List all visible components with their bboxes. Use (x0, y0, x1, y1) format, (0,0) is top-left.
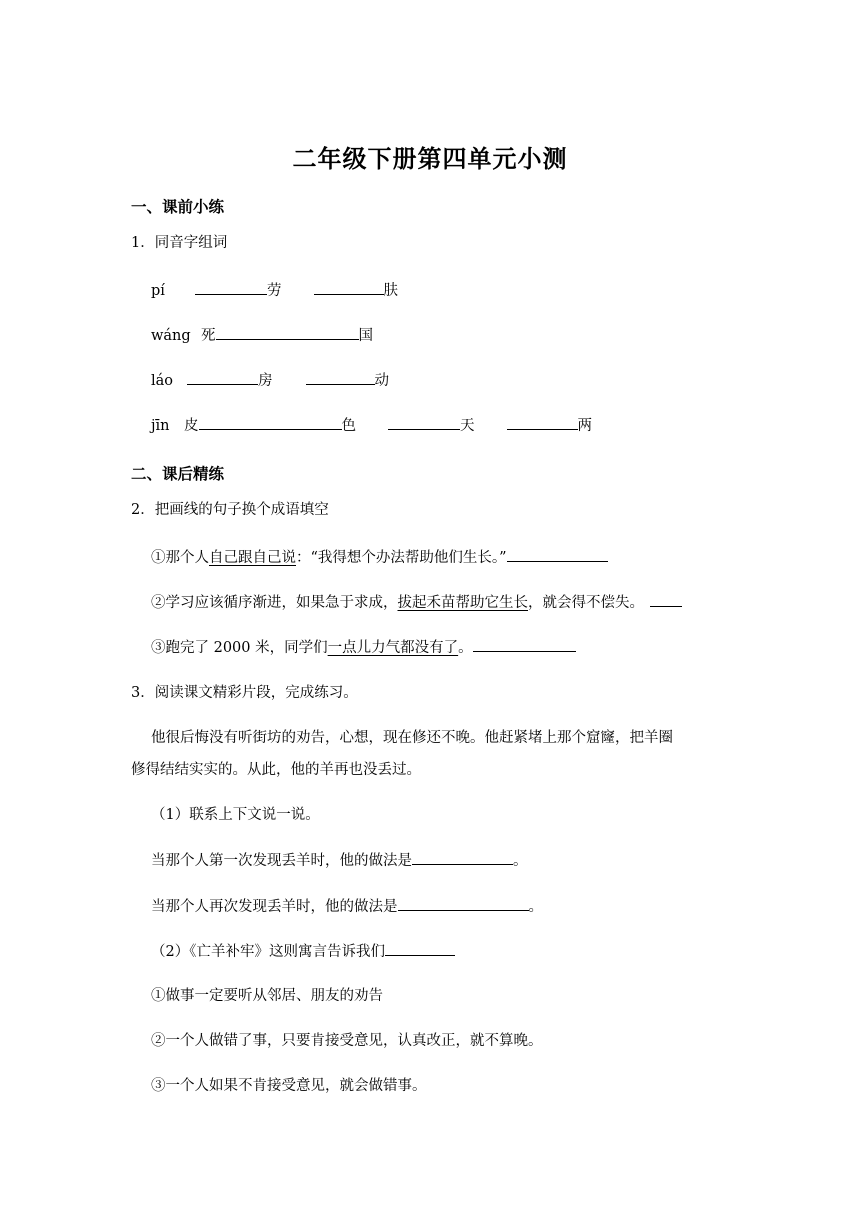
answer-blank[interactable] (473, 636, 576, 652)
sentence-text: 当那个人再次发现丢羊时，他的做法是 (151, 899, 398, 915)
question-2-prompt (131, 499, 329, 521)
fill-blank[interactable] (388, 414, 460, 430)
answer-blank[interactable] (398, 895, 529, 911)
word-char: 肤 (383, 283, 398, 299)
item-text: 那个人 (165, 550, 209, 566)
item-text: ：“我得想个办法帮助他们生长。” (296, 550, 507, 566)
subquestion-1-line-1 (151, 849, 528, 872)
option-text: 一个人如果不肯接受意见，就会做错事。 (165, 1078, 427, 1094)
question-number: 1． (131, 235, 155, 251)
item-marker: ③ (151, 640, 166, 656)
fill-blank[interactable] (195, 279, 267, 295)
word-char: 色 (341, 418, 356, 434)
fill-blank[interactable] (199, 414, 342, 430)
question-1-prompt (131, 232, 227, 254)
idiom-item-2 (151, 591, 682, 614)
option-text: 一个人做错了事，只要肯接受意见，认真改正，就不算晚。 (165, 1033, 543, 1049)
pinyin: jīn (151, 418, 170, 434)
idiom-item-3 (151, 636, 576, 659)
underlined-phrase: 自己跟自己说 (209, 550, 296, 566)
item-marker: ① (151, 550, 166, 566)
fill-blank[interactable] (187, 369, 258, 385)
passage-line-2: 修得结结实实的。从此，他的羊再也没丢过。 (131, 762, 421, 778)
word-char: 动 (374, 373, 389, 389)
question-number: 3． (131, 685, 155, 701)
question-text: 把画线的句子换个成语填空 (154, 502, 329, 518)
pinyin: láo (151, 373, 174, 389)
option-1[interactable] (151, 985, 383, 1007)
underlined-phrase: 一点儿力气都没有了 (327, 640, 459, 656)
section-heading-2: 二、课后精练 (131, 465, 225, 483)
answer-blank[interactable] (385, 940, 455, 956)
item-text: 跑完了 2000 米，同学们 (165, 640, 328, 656)
idiom-item-1 (151, 546, 608, 569)
section-heading-1: 一、课前小练 (131, 198, 225, 216)
word-char: 房 (258, 373, 273, 389)
fill-blank[interactable] (216, 324, 359, 340)
period: 。 (513, 853, 528, 869)
homophone-row-jin (151, 414, 592, 437)
word-char: 天 (460, 418, 475, 434)
sentence-text: 当那个人第一次发现丢羊时，他的做法是 (151, 853, 412, 869)
underlined-phrase: 拔起禾苗帮助它生长 (397, 595, 528, 611)
fill-blank[interactable] (314, 279, 384, 295)
option-marker: ② (151, 1033, 166, 1049)
answer-blank[interactable] (650, 591, 682, 607)
homophone-row-wang (151, 324, 373, 347)
question-3-prompt (131, 682, 358, 704)
page-title: 二年级下册第四单元小测 (292, 145, 568, 173)
subquestion-2-label (151, 940, 455, 963)
question-text: 同音字组词 (154, 235, 228, 251)
option-2[interactable] (151, 1030, 543, 1052)
homophone-row-pi (151, 279, 398, 302)
option-marker: ③ (151, 1078, 166, 1094)
word-char: 死 (201, 328, 216, 344)
word-char: 国 (358, 328, 373, 344)
item-text: ，就会得不偿失。 (528, 595, 644, 611)
word-char: 两 (577, 418, 592, 434)
option-text: 做事一定要听从邻居、朋友的劝告 (165, 988, 383, 1004)
option-marker: ① (151, 988, 166, 1004)
word-char: 皮 (184, 418, 199, 434)
sentence-text: （2）《亡羊补牢》这则寓言告诉我们 (151, 944, 385, 960)
answer-blank[interactable] (507, 546, 608, 562)
fill-blank[interactable] (306, 369, 375, 385)
subquestion-1-line-2 (151, 895, 543, 918)
passage-line-1: 他很后悔没有听街坊的劝告，心想，现在修还不晚。他赶紧堵上那个窟窿，把羊圈 (151, 730, 673, 746)
item-text: 学习应该循序渐进，如果急于求成， (165, 595, 398, 611)
fill-blank[interactable] (507, 414, 578, 430)
option-3[interactable] (151, 1075, 427, 1097)
answer-blank[interactable] (412, 849, 513, 865)
pinyin: pí (151, 283, 165, 299)
pinyin: wáng (151, 328, 191, 344)
word-char: 劳 (267, 283, 282, 299)
subquestion-1-label: （1）联系上下文说一说。 (151, 807, 320, 823)
item-marker: ② (151, 595, 166, 611)
homophone-row-lao (151, 369, 389, 392)
period: 。 (528, 899, 543, 915)
item-text: 。 (458, 640, 473, 656)
question-text: 阅读课文精彩片段，完成练习。 (154, 685, 358, 701)
question-number: 2． (131, 502, 155, 518)
